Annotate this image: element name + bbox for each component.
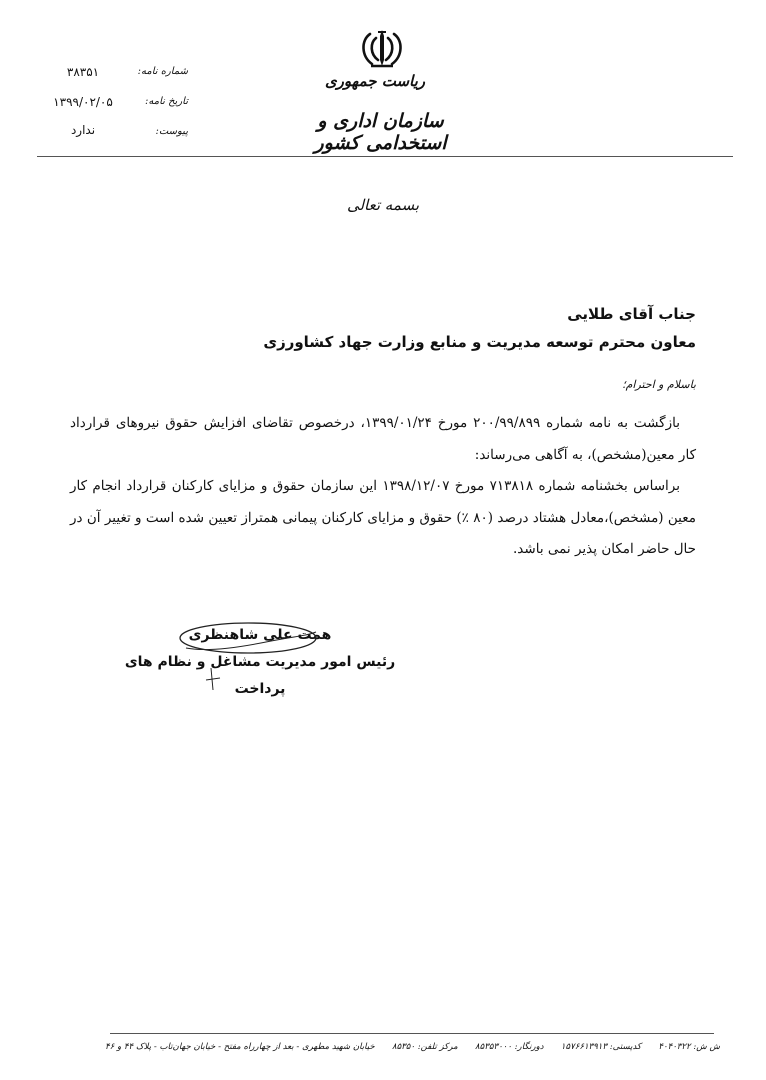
letter-date-label: تاریخ نامه:	[145, 96, 188, 107]
greeting: باسلام و احترام؛	[622, 378, 696, 391]
attachment-value: ندارد	[70, 123, 96, 137]
handwritten-signature	[176, 618, 326, 698]
footer-fax: دورنگار: ۸۵۳۵۳۰۰۰	[474, 1042, 544, 1052]
letter-date-value: ۱۳۹۹/۰۲/۰۵	[53, 95, 113, 109]
invocation: بسمه تعالی	[346, 196, 420, 214]
footer-phone: مرکز تلفن: ۸۵۳۵۰	[391, 1042, 458, 1052]
letter-body	[70, 408, 696, 566]
footer-address: خیابان شهید مطهری - بعد از چهارراه مفتح - خیابان جهان‌تاب - پلاک ۴۴ و ۴۶	[105, 1042, 375, 1052]
body-paragraph-2: براساس بخشنامه شماره ۷۱۳۸۱۸ مورخ ۱۳۹۸/۱۲/۰۷ این سازمان حقوق و مزایای کارکنان قرارداد انجام کار معین (مشخص)،معادل هشتاد درصد (۸۰ ٪) حقوق و مزایای کارکنان پیمانی همتراز تعیین شده است و تغییر آن در حال حاضر امکان پذیر نمی باشد.	[70, 478, 696, 557]
footer-contact-info	[105, 1042, 720, 1052]
footer-national-id: ش ش: ۴۰۴۰۳۲۲	[658, 1042, 720, 1052]
footer-postal-code: کدپستی: ۱۵۷۶۶۱۳۹۱۳	[560, 1042, 642, 1052]
addressee-name: جناب آقای طلایی	[567, 305, 696, 323]
signatory-name: همت علی شاهنظری	[188, 627, 332, 643]
attachment-label: پیوست:	[155, 126, 188, 137]
addressee	[136, 300, 696, 356]
organization-name: سازمان اداری و استخدامی کشور	[314, 110, 447, 154]
presidency-title: ریاست جمهوری	[324, 72, 426, 90]
letter-number-value: ۳۸۳۵۱	[66, 65, 100, 79]
signatory-title-line2: پرداخت	[234, 681, 286, 697]
iran-emblem-icon	[357, 26, 407, 70]
footer-divider	[110, 1033, 714, 1034]
letter-number-label: شماره نامه:	[137, 66, 188, 77]
signatory-title-line1: رئیس امور مدیریت مشاغل و نظام های	[124, 654, 396, 670]
header-divider	[37, 156, 733, 157]
body-paragraph-1: بازگشت به نامه شماره ۲۰۰/۹۹/۸۹۹ مورخ ۱۳۹۹/۰۱/۲۴، درخصوص تقاضای افزایش حقوق نیروهای قرارداد کار معین(مشخص)، به آگاهی می‌رساند:	[70, 415, 696, 463]
addressee-title: معاون محترم توسعه مدیریت و منابع وزارت جهاد کشاورزی	[263, 333, 696, 351]
